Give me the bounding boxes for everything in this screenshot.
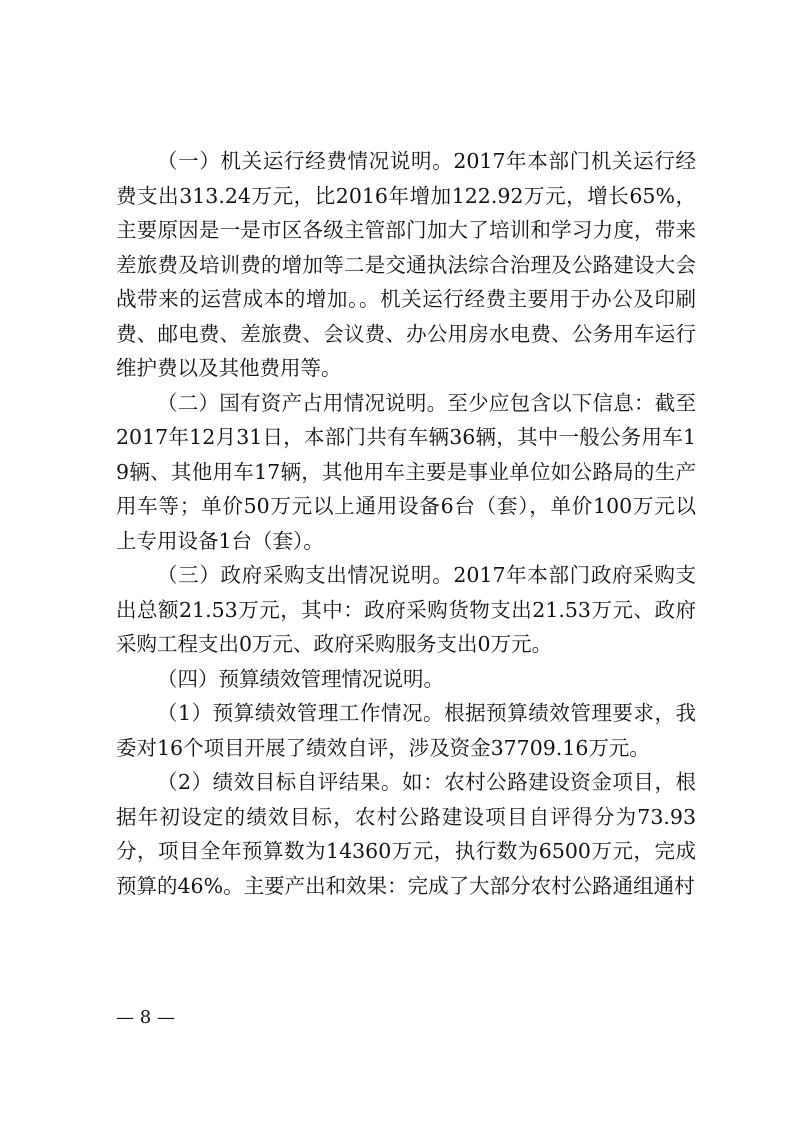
page-number: — 8 — bbox=[116, 1007, 175, 1028]
paragraph-self-evaluation: （2）绩效目标自评结果。如：农村公路建设资金项目，根据年初设定的绩效目标，农村公路建设项目自评得分为73.93分，项目全年预算数为14360万元，执行数为6500万元，完成预算的46%。主要产出和效果：完成了大部分农村公路通组通村 bbox=[116, 770, 696, 898]
paragraph-state-assets: （二）国有资产占用情况说明。至少应包含以下信息：截至2017年12月31日，本部门共有车辆36辆，其中一般公务用车19辆、其他用车17辆，其他用车主要是事业单位如公路局的生产用车等；单价50万元以上通用设备6台（套），单价100万元以上专用设备1台（套）。 bbox=[116, 390, 696, 553]
paragraph-performance-work: （1）预算绩效管理工作情况。根据预算绩效管理要求，我委对16个项目开展了绩效自评，涉及资金37709.16万元。 bbox=[116, 701, 696, 760]
paragraph-performance-heading: （四）预算绩效管理情况说明。 bbox=[157, 666, 444, 691]
paragraph-operating-expenses: （一）机关运行经费情况说明。2017年本部门机关运行经费支出313.24万元，比2016年增加122.92万元，增长65%，主要原因是一是市区各级主管部门加大了培训和学习力度，带来差旅费及培训费的增加等二是交通执法综合治理及公路建设大会战带来的运营成本的增加。。机关运行经费主要用于办公及印刷费、邮电费、差旅费、会议费、办公用房水电费、公务用车运行维护费以及其他费用等。 bbox=[116, 149, 696, 380]
paragraph-government-procurement: （三）政府采购支出情况说明。2017年本部门政府采购支出总额21.53万元，其中：政府采购货物支出21.53万元、政府采购工程支出0万元、政府采购服务支出0万元。 bbox=[116, 563, 696, 656]
body-text bbox=[116, 144, 696, 903]
